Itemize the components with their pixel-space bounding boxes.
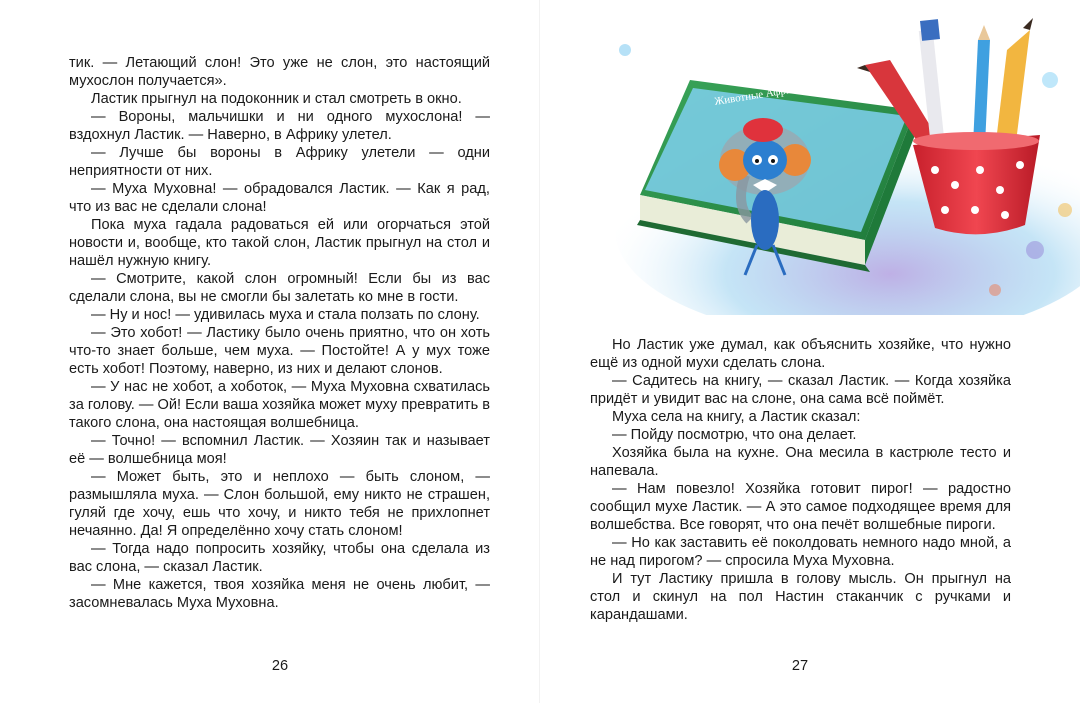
page-number: 27: [791, 658, 809, 674]
paragraph: Но Ластик уже думал, как объяснить хозяйке, что нужно ещё из одной мухи сделать слона.: [590, 337, 1011, 371]
book-cover-title: Животные Африки: [713, 82, 804, 108]
paragraph: — Мне кажется, твоя хозяйка меня не очень любит, — засомневалась Муха Муховна.: [69, 577, 490, 611]
paragraph: — Тогда надо попросить хозяйку, чтобы она сделала из вас слона, — сказал Ластик.: [69, 541, 490, 575]
paragraph: — Лучше бы вороны в Африку улетели — одни неприятности от них.: [69, 145, 490, 179]
paragraph: тик. — Летающий слон! Это уже не слон, это настоящий мухослон получается».: [69, 55, 490, 89]
paragraph: — Вороны, мальчишки и ни одного мухослона! — вздохнул Ластик. — Наверно, в Африку улетел.: [69, 109, 490, 143]
paragraph: — Но как заставить её поколдовать немного надо мной, а не над пирогом? — спросила Муха Муховна.: [590, 535, 1011, 569]
illustration: [595, 10, 1080, 315]
paragraph: — У нас не хобот, а хоботок, — Муха Муховна схватилась за голову. — Ой! Если ваша хозяйка может муху превратить в такого слона, она настоящая волшебница.: [69, 379, 490, 431]
paragraph: — Муха Муховна! — обрадовался Ластик. — Как я рад, что из вас не сделали слона!: [69, 181, 490, 215]
paragraph: Муха села на книгу, а Ластик сказал:: [612, 409, 861, 425]
paragraph: Пока муха гадала радоваться ей или огорчаться этой новости и, вообще, кто такой слон, Ластик прыгнул на стол и нашёл нужную книгу.: [69, 217, 490, 269]
page-number: 26: [271, 658, 289, 674]
paragraph: — Ну и нос! — удивилась муха и стала ползать по слону.: [91, 307, 480, 323]
paragraph: Хозяйка была на кухне. Она месила в кастрюле тесто и напевала.: [590, 445, 1011, 479]
paragraph: — Это хобот! — Ластику было очень приятно, что он хоть что-то знает больше, чем муха. — Постойте! А у мух тоже есть хобот! Поэтому, наверно, из них и делают слонов.: [69, 325, 490, 377]
left-page-text: [69, 54, 490, 612]
paragraph: — Смотрите, какой слон огромный! Если бы из вас сделали слона, вы не смогли бы залетать ко мне в гости.: [69, 271, 490, 305]
paragraph: — Пойду посмотрю, что она делает.: [612, 427, 857, 443]
right-page: [540, 0, 1080, 703]
paragraph: Ластик прыгнул на подоконник и стал смотреть в окно.: [91, 91, 462, 107]
paragraph: — Нам повезло! Хозяйка готовит пирог! — радостно сообщил мухе Ластик. — А это самое подходящее время для волшебства. Все говорят, что она печёт волшебные пироги.: [590, 481, 1011, 533]
paragraph: И тут Ластику пришла в голову мысль. Он прыгнул на стол и скинул на пол Настин стаканчик с ручками и карандашами.: [590, 571, 1011, 623]
right-page-text: [590, 336, 1011, 624]
paragraph: — Может быть, это и неплохо — быть слоном, — размышляла муха. — Слон большой, ему никто не страшен, гуляй где хочу, ешь что хочу, и никто тебя не прихлопнет нечаянно. Да! Я определённо хочу стать слоном!: [69, 469, 490, 539]
paragraph: — Садитесь на книгу, — сказал Ластик. — Когда хозяйка придёт и увидит вас на слоне, она сама всё поймёт.: [590, 373, 1011, 407]
paragraph: — Точно! — вспомнил Ластик. — Хозяин так и называет её — волшебница моя!: [69, 433, 490, 467]
